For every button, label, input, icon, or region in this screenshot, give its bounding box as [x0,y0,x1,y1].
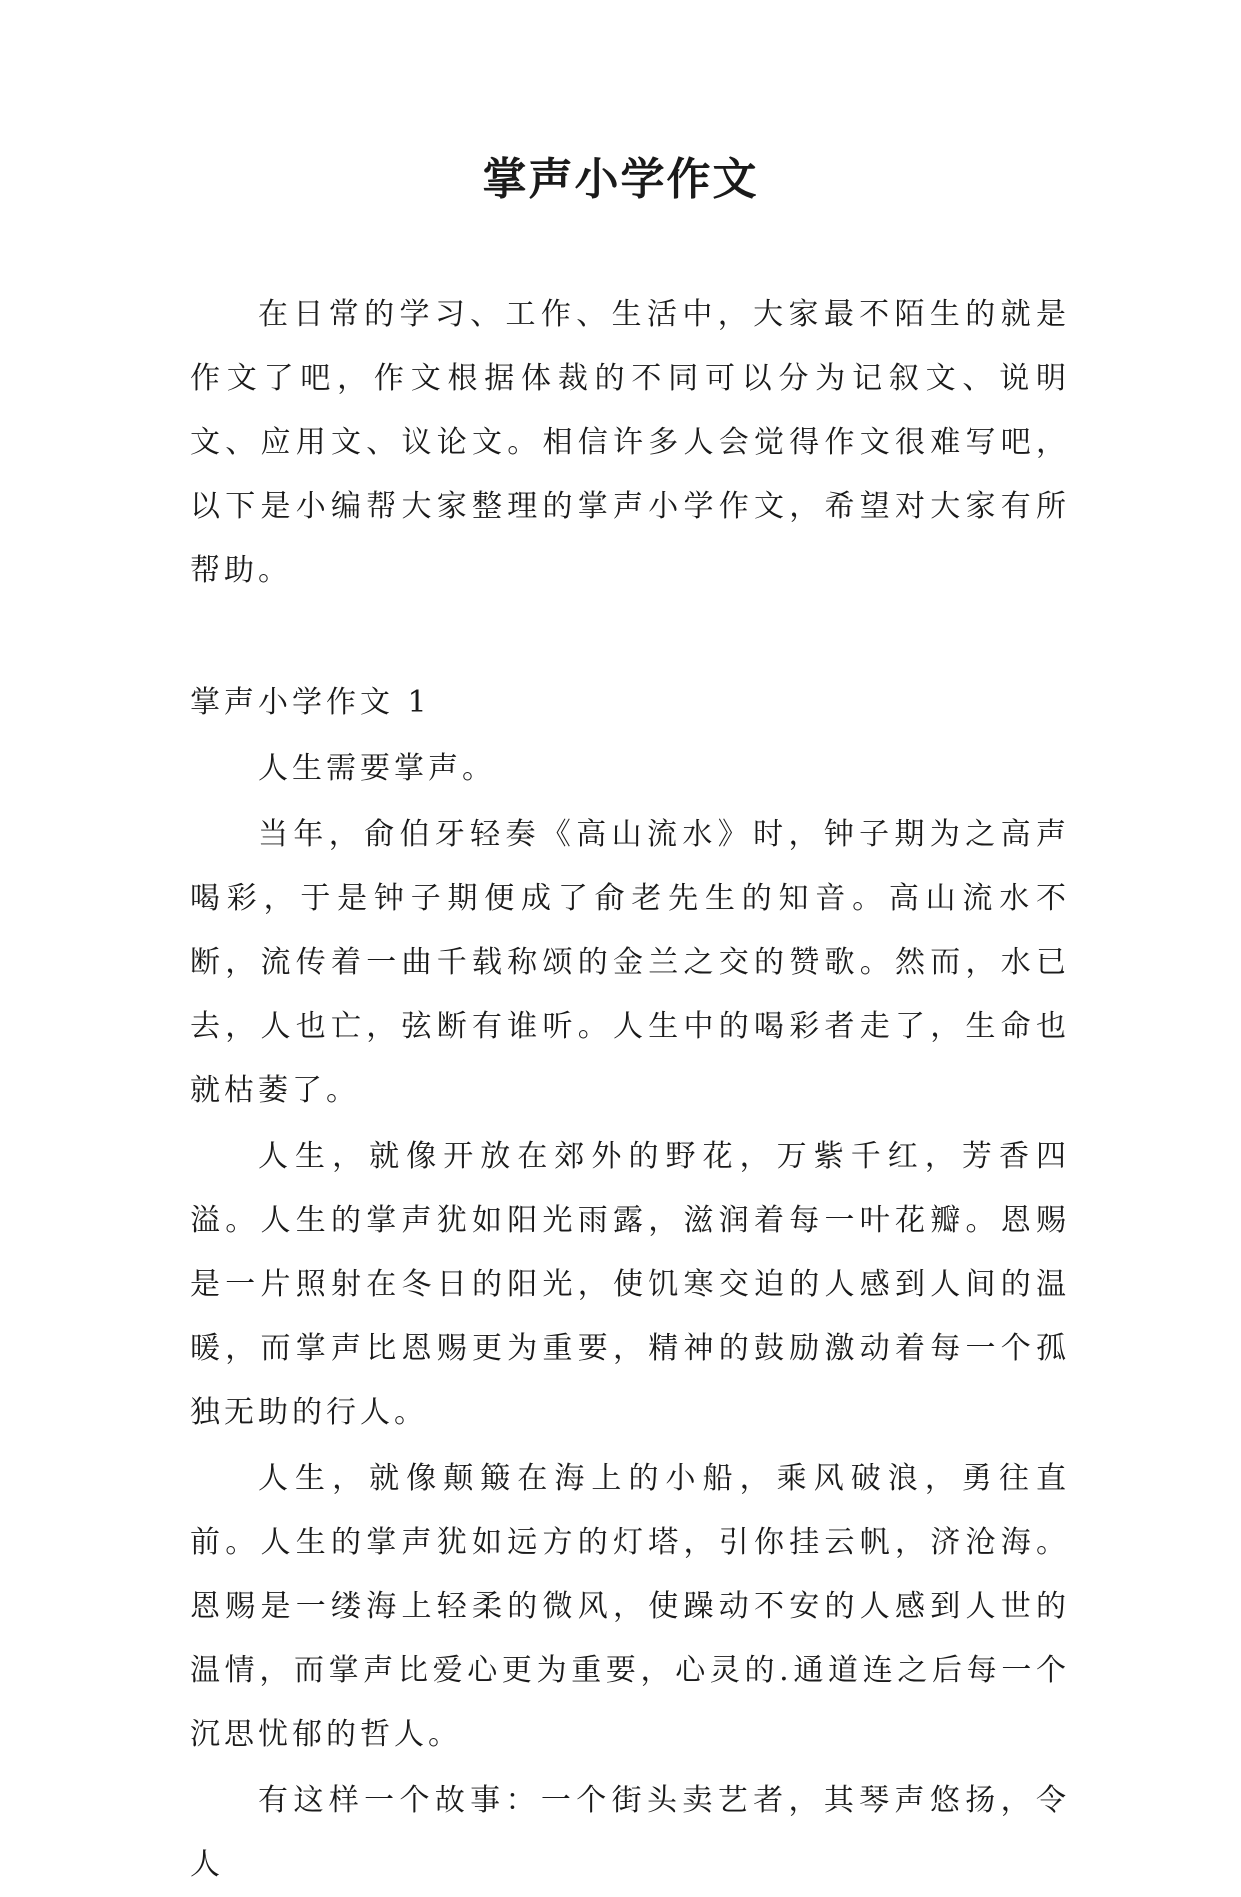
body-paragraph: 当年，俞伯牙轻奏《高山流水》时，钟子期为之高声喝彩，于是钟子期便成了俞老先生的知音。高山流水不断，流传着一曲千载称颂的金兰之交的赞歌。然而，水已去，人也亡，弦断有谁听。人生中的喝彩者走了，生命也就枯萎了。 [190,817,1070,1108]
body-paragraph: 人生，就像颠簸在海上的小船，乘风破浪，勇往直前。人生的掌声犹如远方的灯塔，引你挂云帆，济沧海。恩赐是一缕海上轻柔的微风，使躁动不安的人感到人世的温情，而掌声比爱心更为重要，心灵的.通道连之后每一个沉思忧郁的哲人。 [190,1461,1070,1752]
body-paragraph: 人生需要掌声。 [258,751,496,786]
body-paragraph: 人生，就像开放在郊外的野花，万紫千红，芳香四溢。人生的掌声犹如阳光雨露，滋润着每一叶花瓣。恩赐是一片照射在冬日的阳光，使饥寒交迫的人感到人间的温暖，而掌声比恩赐更为重要，精神的鼓励激动着每一个孤独无助的行人。 [190,1139,1070,1430]
section-heading: 掌声小学作文 1 [190,685,431,720]
intro-paragraph: 在日常的学习、工作、生活中，大家最不陌生的就是作文了吧，作文根据体裁的不同可以分为记叙文、说明文、应用文、议论文。相信许多人会觉得作文很难写吧，以下是小编帮大家整理的掌声小学作文，希望对大家有所帮助。 [190,297,1070,588]
document-body [190,283,1070,1897]
document-title: 掌声小学作文 [482,154,759,205]
body-paragraph: 有这样一个故事：一个街头卖艺者，其琴声悠扬，令人 [190,1783,1070,1882]
